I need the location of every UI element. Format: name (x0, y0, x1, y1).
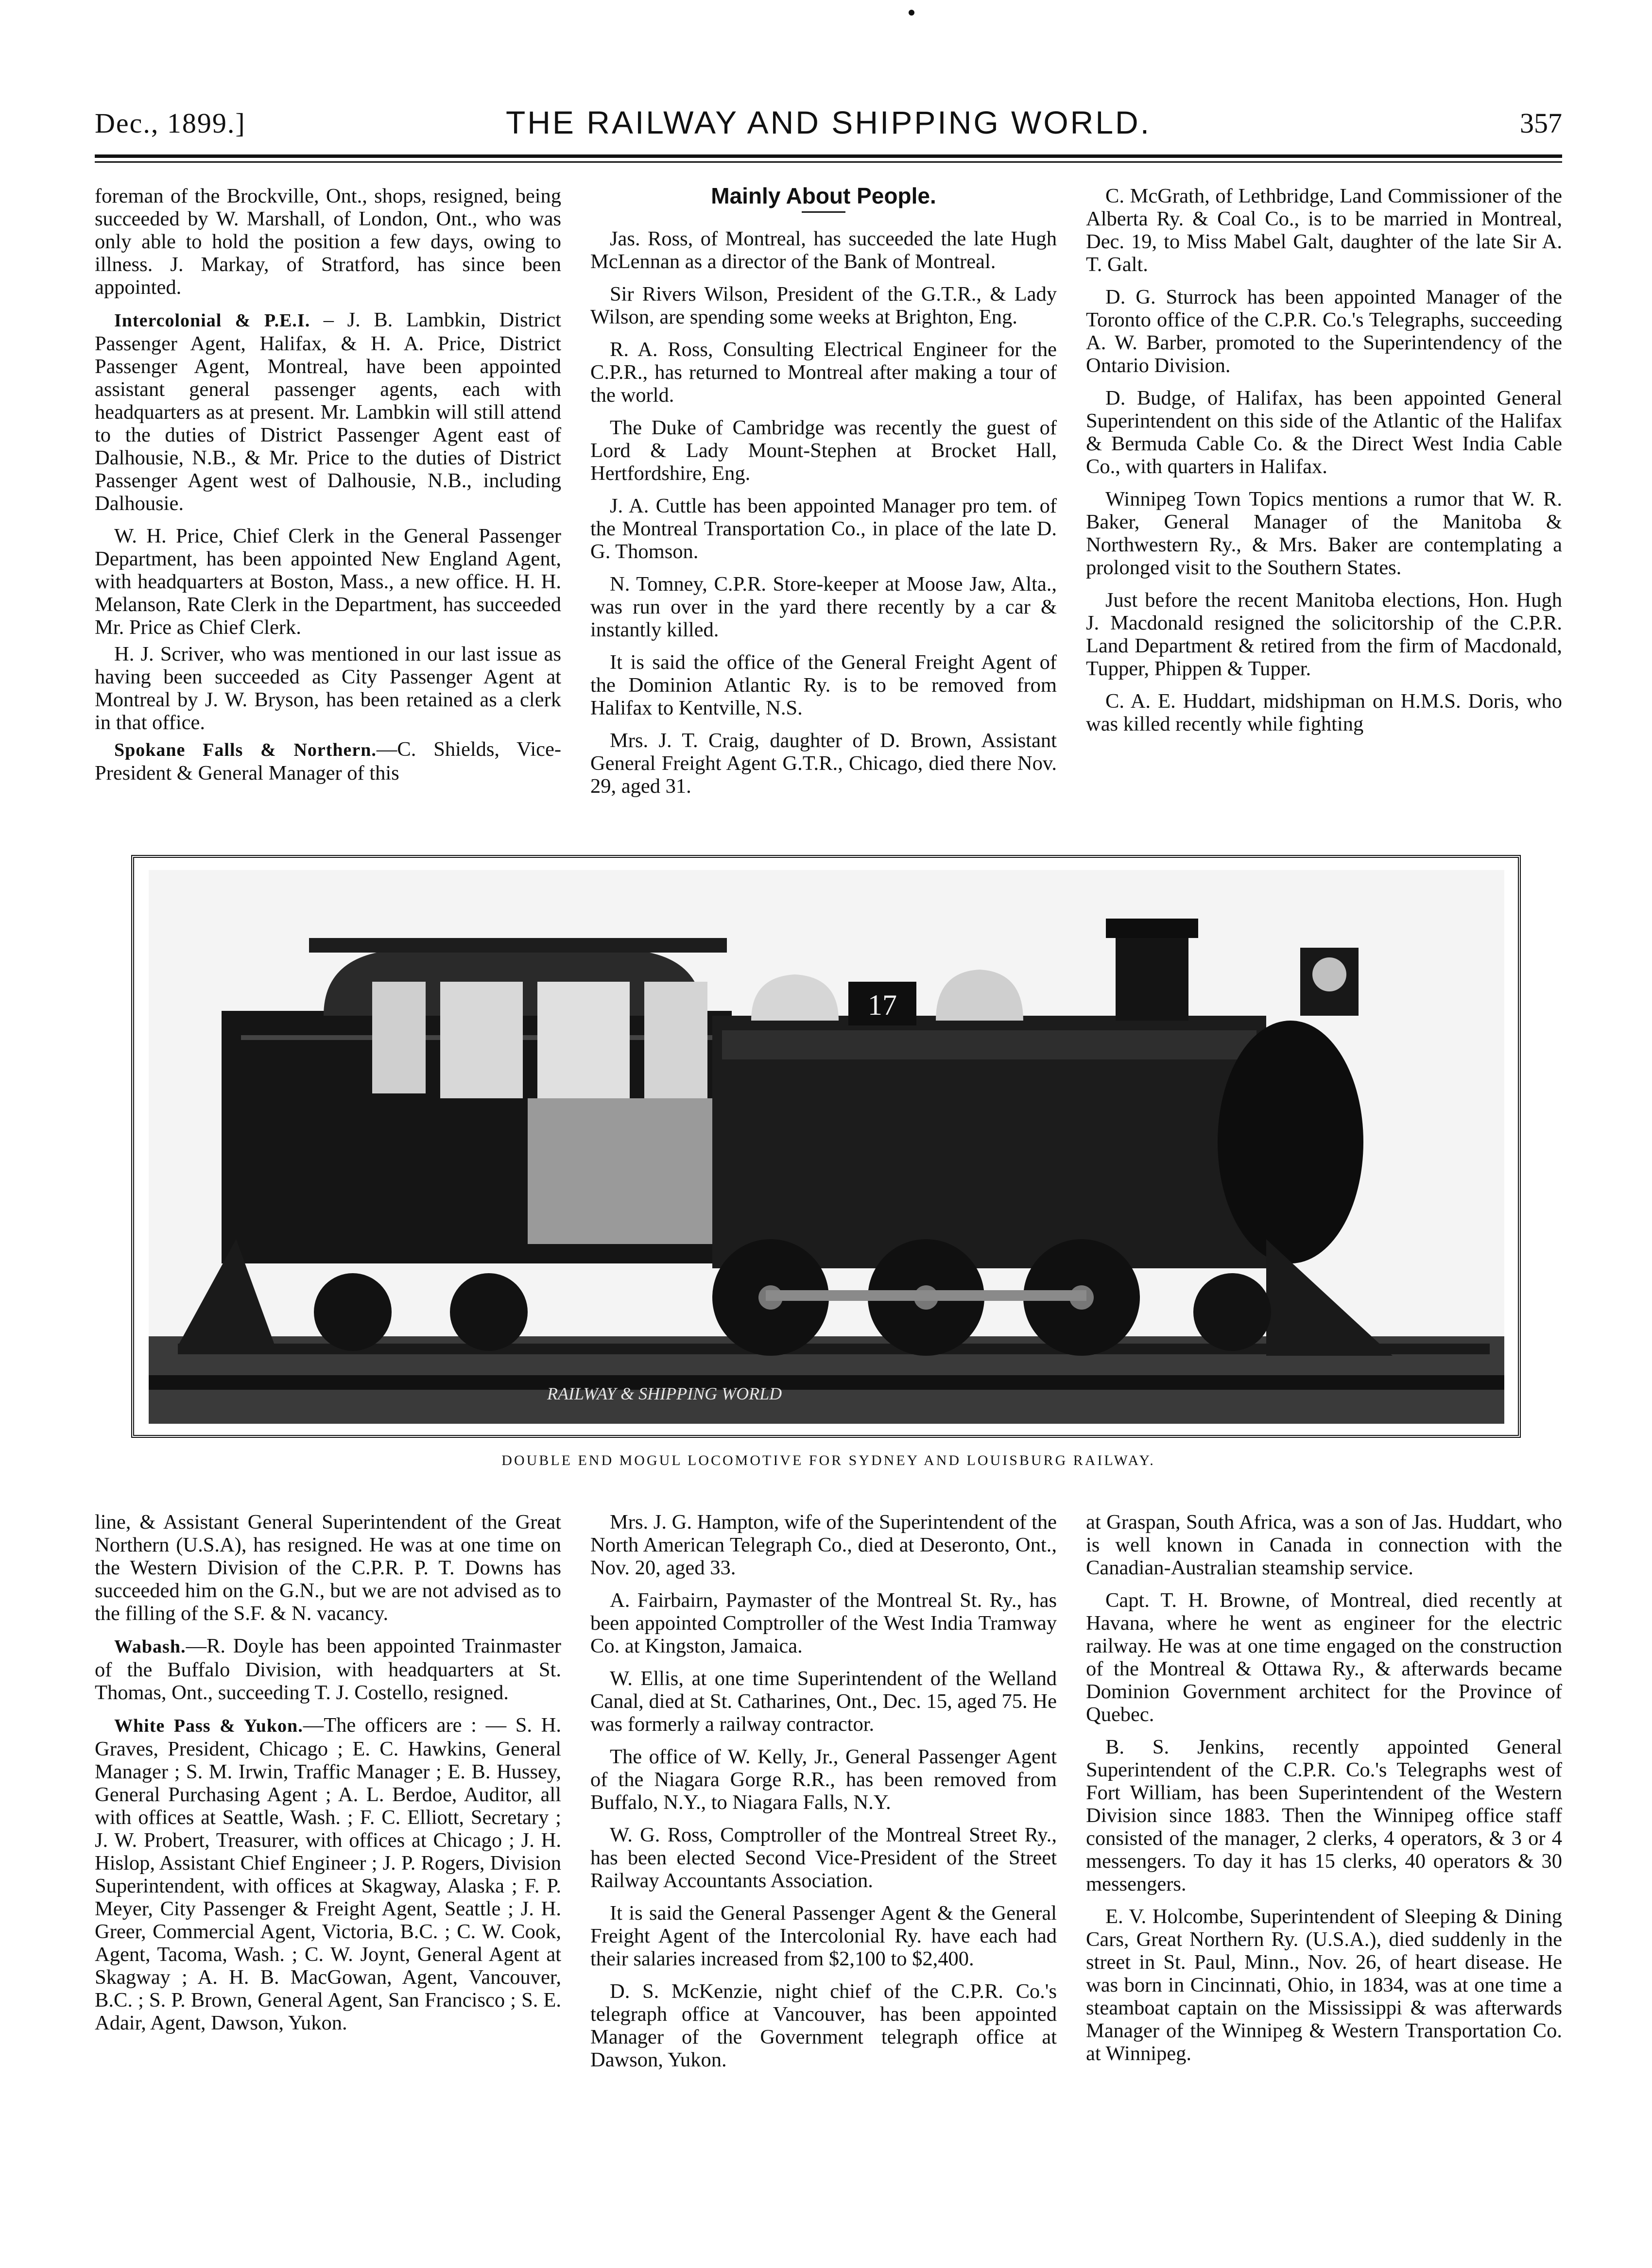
paragraph: Just before the recent Manitoba elections, Hon. Hugh J. Macdonald resigned the solicitorship of the C.P.R. Land Department & retired from the firm of Macdonald, Tupper, Phippen & Tupper. (1086, 589, 1562, 680)
paragraph: foreman of the Brockville, Ont., shops, resigned, being succeeded by W. Marshall, of London, Ont., who was only able to hold the position a few days, owing to illness. J. Markay, of Stratford, has since been appointed. (95, 185, 561, 299)
paragraph: The office of W. Kelly, Jr., General Passenger Agent of the Niagara Gorge R.R., has been removed from Buffalo, N.Y., to Niagara Falls, N.Y. (590, 1745, 1057, 1814)
paragraph: H. J. Scriver, who was mentioned in our last issue as having been succeeded as City Passenger Agent at Montreal by J. W. Bryson, has been retained as a clerk in that office. (95, 643, 561, 734)
paragraph: The Duke of Cambridge was recently the guest of Lord & Lady Mount-Stephen at Brocket Hall, Hertfordshire, Eng. (590, 416, 1057, 485)
heading-rule (802, 211, 845, 213)
paragraph: Wabash.—R. Doyle has been appointed Trainmaster of the Buffalo Division, with headquarters at St. Thomas, Ont., succeeding T. J. Costello, resigned. (95, 1635, 561, 1704)
paragraph: Intercolonial & P.E.I. – J. B. Lambkin, District Passenger Agent, Halifax, & H. A. Price, District Passenger Agent, Montreal, have been appointed assistant general passenger agents, each with headquarters as at present. Mr. Lambkin will still attend to the duties of District Passenger Agent east of Dalhousie, N.B., & Mr. Price to the duties of District Passenger Agent west of Dalhousie, N.B., including Dalhousie. (95, 308, 561, 515)
paragraph: It is said the General Passenger Agent & the General Freight Agent of the Intercolonial Ry. have each had their salaries increased from $2,100 to $2,400. (590, 1902, 1057, 1970)
figure-caption: DOUBLE END MOGUL LOCOMOTIVE FOR SYDNEY AND LOUISBURG RAILWAY. (501, 1452, 1155, 1468)
bottom-column-3 (1086, 1511, 1562, 2075)
page-header (95, 97, 1562, 151)
paragraph: B. S. Jenkins, recently appointed General Superintendent of the C.P.R. Co.'s Telegraphs west of Fort William, has been Superintendent of the Western Division since 1883. Then the Winnipeg office staff consisted of the manager, 2 clerks, 4 operators, & 3 or 4 messengers. To day it has 15 clerks, 40 operators & 30 messengers. (1086, 1736, 1562, 1895)
railway-name: Wabash. (114, 1637, 186, 1657)
paragraph: It is said the office of the General Freight Agent of the Dominion Atlantic Ry. is to be removed from Halifax to Kentville, N.S. (590, 651, 1057, 719)
locomotive-photograph (149, 870, 1504, 1424)
top-column-2 (590, 185, 1057, 807)
paragraph: W. G. Ross, Comptroller of the Montreal Street Ry., has been elected Second Vice-President of the Street Railway Accountants Association. (590, 1824, 1057, 1892)
railway-name: Spokane Falls & Northern. (114, 740, 377, 760)
paragraph: Sir Rivers Wilson, President of the G.T.R., & Lady Wilson, are spending some weeks at Brighton, Eng. (590, 283, 1057, 328)
paragraph: White Pass & Yukon.—The officers are : — S. H. Graves, President, Chicago ; E. C. Hawkins, General Manager ; S. M. Irwin, Traffic Manager ; E. B. Hussey, General Purchasing Agent ; A. L. Berdoe, Auditor, all with offices at Seattle, Wash. ; F. C. Elliott, Secretary ; J. W. Probert, Treasurer, with offices at Chicago ; J. H. Hislop, Assistant Chief Engineer ; J. P. Rogers, Division Superintendent, with offices at Skagway, Alaska ; F. P. Meyer, City Passenger & Freight Agent, Seattle ; J. H. Greer, Commercial Agent, Victoria, B.C. ; C. W. Cook, Agent, Tacoma, Wash. ; C. W. Joynt, General Agent at Skagway ; A. H. B. MacGowan, Agent, Vancouver, B.C. ; S. P. Brown, General Agent, San Francisco ; S. E. Adair, Agent, Dawson, Yukon. (95, 1714, 561, 2034)
photo-watermark: RAILWAY & SHIPPING WORLD (547, 1384, 782, 1403)
paragraph: R. A. Ross, Consulting Electrical Engineer for the C.P.R., has returned to Montreal after making a tour of the world. (590, 338, 1057, 407)
locomotive-photograph-frame (131, 855, 1521, 1438)
paragraph: N. Tomney, C.P.R. Store-keeper at Moose Jaw, Alta., was run over in the yard there recently by a car & instantly killed. (590, 573, 1057, 641)
section-heading: Mainly About People. (711, 183, 936, 208)
page-number: 357 (1520, 107, 1562, 139)
paragraph: Mrs. J. T. Craig, daughter of D. Brown, Assistant General Freight Agent G.T.R., Chicago, died there Nov. 29, aged 31. (590, 729, 1057, 798)
paragraph: line, & Assistant General Superintendent of the Great Northern (U.S.A), has resigned. He was at one time on the Western Division of the C.P.R. P. T. Downs has succeeded him on the G.N., but we are not advised as to the filling of the S.F. & N. vacancy. (95, 1511, 561, 1625)
top-column-1 (95, 185, 561, 794)
bottom-column-2 (590, 1511, 1057, 2081)
issue-date: Dec., 1899.] (95, 107, 246, 139)
paragraph: C. A. E. Huddart, midshipman on H.M.S. Doris, who was killed recently while fighting (1086, 690, 1562, 735)
paragraph: Jas. Ross, of Montreal, has succeeded the late Hugh McLennan as a director of the Bank of Montreal. (590, 227, 1057, 273)
paragraph: D. G. Sturrock has been appointed Manager of the Toronto office of the C.P.R. Co.'s Telegraphs, succeeding A. W. Barber, promoted to the Superintendency of the Ontario Division. (1086, 286, 1562, 377)
paragraph: J. A. Cuttle has been appointed Manager pro tem. of the Montreal Transportation Co., in place of the late D. G. Thomson. (590, 495, 1057, 563)
top-column-3 (1086, 185, 1562, 745)
engine-number: 17 (868, 989, 897, 1021)
paragraph: Mrs. J. G. Hampton, wife of the Superintendent of the North American Telegraph Co., died at Deseronto, Ont., Nov. 20, aged 33. (590, 1511, 1057, 1579)
bottom-column-1 (95, 1511, 561, 2044)
paragraph: W. Ellis, at one time Superintendent of the Welland Canal, died at St. Catharines, Ont., Dec. 15, aged 75. He was formerly a railway contractor. (590, 1667, 1057, 1736)
print-speck (909, 10, 914, 16)
paragraph: Spokane Falls & Northern.—C. Shields, Vice-President & General Manager of this (95, 738, 562, 784)
paragraph: E. V. Holcombe, Superintendent of Sleeping & Dining Cars, Great Northern Ry. (U.S.A.), died suddenly in the street in St. Paul, Minn., Nov. 26, of heart disease. He was born in Cincinnati, Ohio, in 1834, was at one time a steamboat captain on the Mississippi & was afterwards Manager of the Winnipeg & Western Transportation Co. at Winnipeg. (1086, 1905, 1562, 2065)
header-rule-thin (95, 161, 1562, 163)
paragraph: D. Budge, of Halifax, has been appointed General Superintendent on this side of the Atlantic of the Halifax & Bermuda Cable Co. & the Direct West India Cable Co., with quarters in Halifax. (1086, 387, 1562, 478)
railway-name: Intercolonial & P.E.I. (114, 310, 310, 331)
paragraph: Capt. T. H. Browne, of Montreal, died recently at Havana, where he went as engineer for the electric railway. He was at one time engaged on the construction of the Montreal & Ottawa Ry., & afterwards became Dominion Government architect for the Province of Quebec. (1086, 1589, 1562, 1726)
journal-title: THE RAILWAY AND SHIPPING WORLD. (505, 104, 1152, 140)
paragraph: Winnipeg Town Topics mentions a rumor that W. R. Baker, General Manager of the Manitoba & Northwestern Ry., & Mrs. Baker are contemplating a prolonged visit to the Southern States. (1086, 488, 1562, 579)
header-rule-thick (95, 154, 1562, 158)
paragraph: D. S. McKenzie, night chief of the C.P.R. Co.'s telegraph office at Vancouver, has been appointed Manager of the Government telegraph office at Dawson, Yukon. (590, 1980, 1057, 2071)
railway-name: White Pass & Yukon. (114, 1716, 303, 1736)
paragraph: C. McGrath, of Lethbridge, Land Commissioner of the Alberta Ry. & Coal Co., is to be married in Montreal, Dec. 19, to Miss Mabel Galt, daughter of the late Sir A. T. Galt. (1086, 185, 1562, 276)
paragraph: A. Fairbairn, Paymaster of the Montreal St. Ry., has been appointed Comptroller of the West India Tramway Co. at Kingston, Jamaica. (590, 1589, 1057, 1657)
paragraph: W. H. Price, Chief Clerk in the General Passenger Department, has been appointed New England Agent, with headquarters at Boston, Mass., a new office. H. H. Melanson, Rate Clerk in the Department, has succeeded Mr. Price as Chief Clerk. (95, 525, 561, 639)
paragraph: at Graspan, South Africa, was a son of Jas. Huddart, who is well known in Canada in connection with the Canadian-Australian steamship service. (1086, 1511, 1562, 1579)
